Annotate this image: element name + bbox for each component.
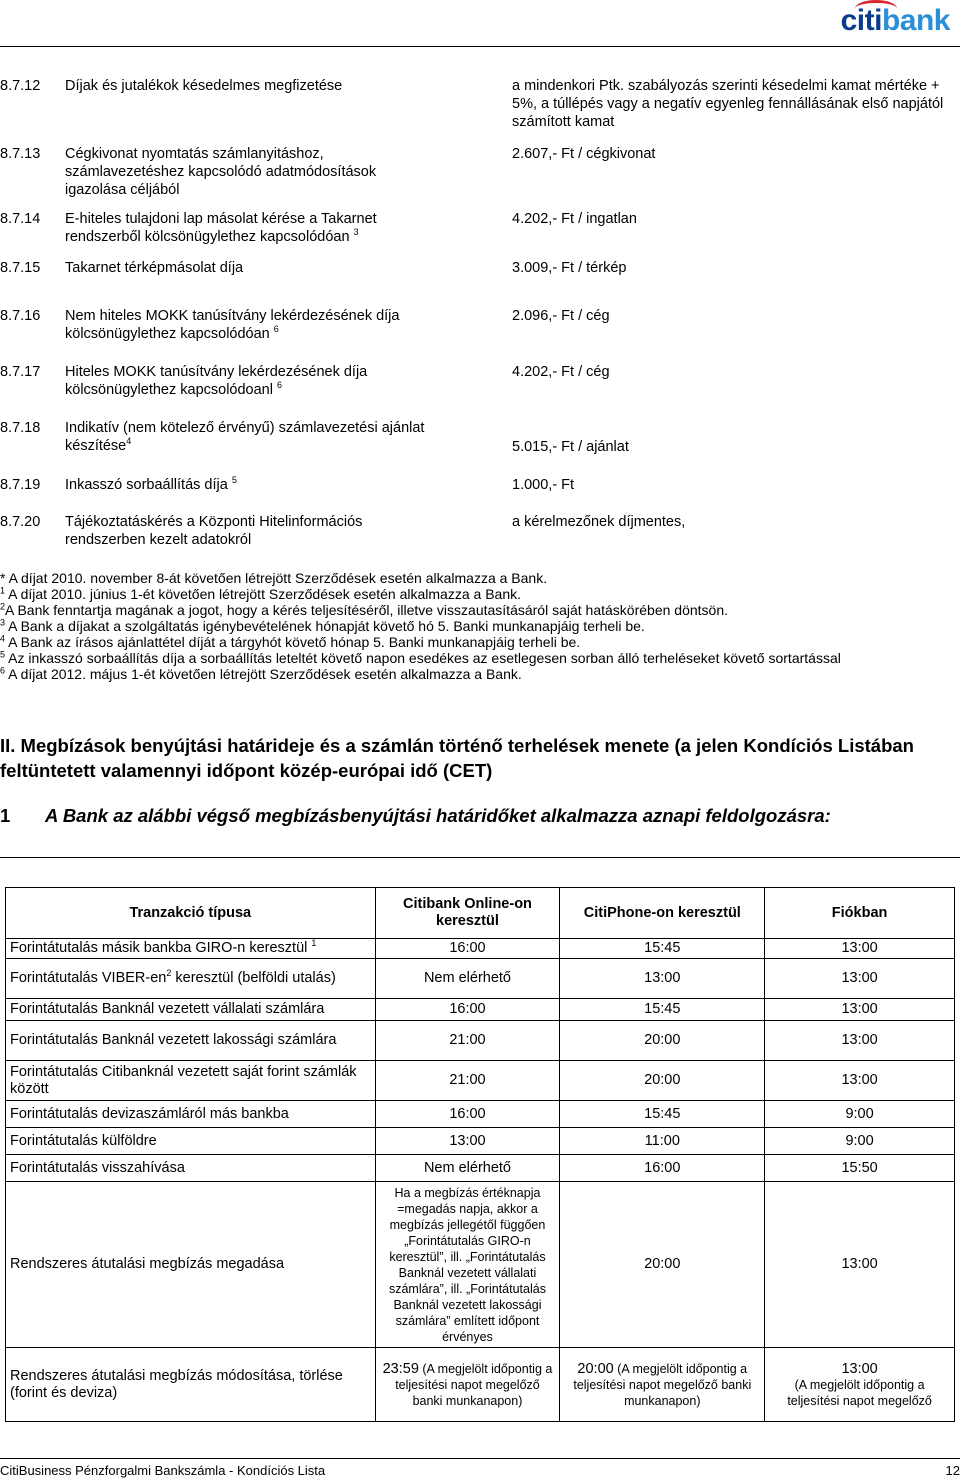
table-row: Forintátutalás külföldre 13:00 11:00 9:00 — [6, 1128, 955, 1155]
cell-type: Forintátutalás visszahívása — [6, 1155, 376, 1182]
subsection-heading: 1 A Bank az alábbi végső megbízásbenyújtási határidőket alkalmazza aznapi feldolgozásra: — [0, 805, 831, 826]
footnote: $^6$ A díjat 2012. május 1-ét követően létrejött Szerződések esetén alkalmazza a Bank. — [0, 665, 522, 682]
footnotes — [0, 570, 955, 682]
col-header-type: Tranzakció típusa — [6, 888, 376, 939]
table-row: Rendszeres átutalási megbízás módosítása, törlése (forint és deviza) 23:59 (A megjelölt időpontig a teljesítési napot megelőző banki munkanapon) 20:00 (A megjelölt időpontig a teljesítési napot megelőző banki munkanapon) 13:00 (A megjelölt időpontig a teljesítési napot megelőző — [6, 1348, 955, 1422]
footnote: $^1$ A díjat 2010. június 1-ét követően létrejött Szerződések esetén alkalmazza a Bank. — [0, 585, 521, 602]
table-row: Forintátutalás devizaszámláról más bankba 16:00 15:45 9:00 — [6, 1101, 955, 1128]
footnote: $^4$ A Bank az írásos ajánlattétel díját a tárgyhót követő hónap 5. Banki munkanapjáig terheli be. — [0, 633, 581, 650]
table-header-row — [6, 888, 955, 939]
header-rule — [0, 46, 960, 47]
cell-type: Rendszeres átutalási megbízás módosítása, törlése (forint és deviza) — [6, 1348, 376, 1422]
footer-rule — [0, 1458, 960, 1459]
footnote: $^5$ Az inkasszó sorbaállítás díja a sorbaállítás leteltét követő napon esedékes az esetlegesen sorban álló terheléseket követő sortartással — [0, 649, 841, 666]
cell-type: Forintátutalás VIBER-$en^2$ keresztül (belföldi utalás) — [6, 959, 376, 999]
footnote: $^2$A Bank fenntartja magának a jogot, hogy a kérés teljesítéséről, illetve visszautasításáról saját hatáskörében döntsön. — [0, 601, 728, 618]
footnote: * A díjat 2010. november 8-át követően létrejött Szerződések esetén alkalmazza a Bank. — [0, 570, 548, 586]
citibank-logo: citibank — [841, 4, 950, 38]
table-row: Forintátutalás Banknál vezetett lakossági számlára 21:00 20:00 13:00 — [6, 1021, 955, 1061]
footnote: $^3$ A Bank a díjakat a szolgáltatás igénybevételének hónapját követő hó 5. Banki munkanapjáig terheli be. — [0, 617, 645, 634]
cell-type: Forintátutalás Banknál vezetett vállalati számlára — [6, 999, 376, 1021]
cell-type: Forintátutalás külföldre — [6, 1128, 376, 1155]
table-row: Forintátutalás Citibanknál vezetett saját forint számlák között 21:00 20:00 13:00 — [6, 1061, 955, 1101]
table-row: Forintátutalás másik bankba GIRO-n keresztül $^1$ 16:00 15:45 13:00 — [6, 939, 955, 959]
cell-type: Forintátutalás Citibanknál vezetett saját forint számlák között — [6, 1061, 376, 1101]
deadlines-table — [5, 887, 955, 1422]
col-header-branch: Fiókban — [765, 888, 955, 939]
table-row: Forintátutalás Banknál vezetett vállalati számlára 16:00 15:45 13:00 — [6, 999, 955, 1021]
cell-type: Forintátutalás Banknál vezetett lakossági számlára — [6, 1021, 376, 1061]
table-row: Forintátutalás VIBER-$en^2$ keresztül (belföldi utalás) Nem elérhető 13:00 13:00 — [6, 959, 955, 999]
col-header-online: Citibank Online-on keresztül — [375, 888, 560, 939]
section-rule — [0, 857, 960, 858]
section-heading: II. Megbízások benyújtási határideje és a számlán történő terhelések menete (a jelen Kondíciós Listában feltüntetett valamennyi időpont közép-európai idő (CET) — [0, 735, 914, 781]
logo-arc-icon — [855, 0, 897, 17]
cell-type: Rendszeres átutalási megbízás megadása — [6, 1182, 376, 1348]
table-row: Rendszeres átutalási megbízás megadása Ha a megbízás értéknapja =megadás napja, akkor a megbízás jellegétől függően „Forintátutalás GIRO-n keresztül”, ill. „Forintátutalás Banknál vezetett vállalati számlára”, ill. „Forintátutalás Banknál vezetett lakossági számlára” említett időpont érvényes 20:00 13:00 — [6, 1182, 955, 1348]
table-row: Forintátutalás visszahívása Nem elérhető 16:00 15:50 — [6, 1155, 955, 1182]
cell-type: Forintátutalás devizaszámláról más bankba — [6, 1101, 376, 1128]
cell-type: Forintátutalás másik bankba GIRO-n keresztül $^1$ — [6, 939, 376, 959]
page-number: 12 — [945, 1463, 960, 1478]
col-header-phone: CitiPhone-on keresztül — [560, 888, 765, 939]
